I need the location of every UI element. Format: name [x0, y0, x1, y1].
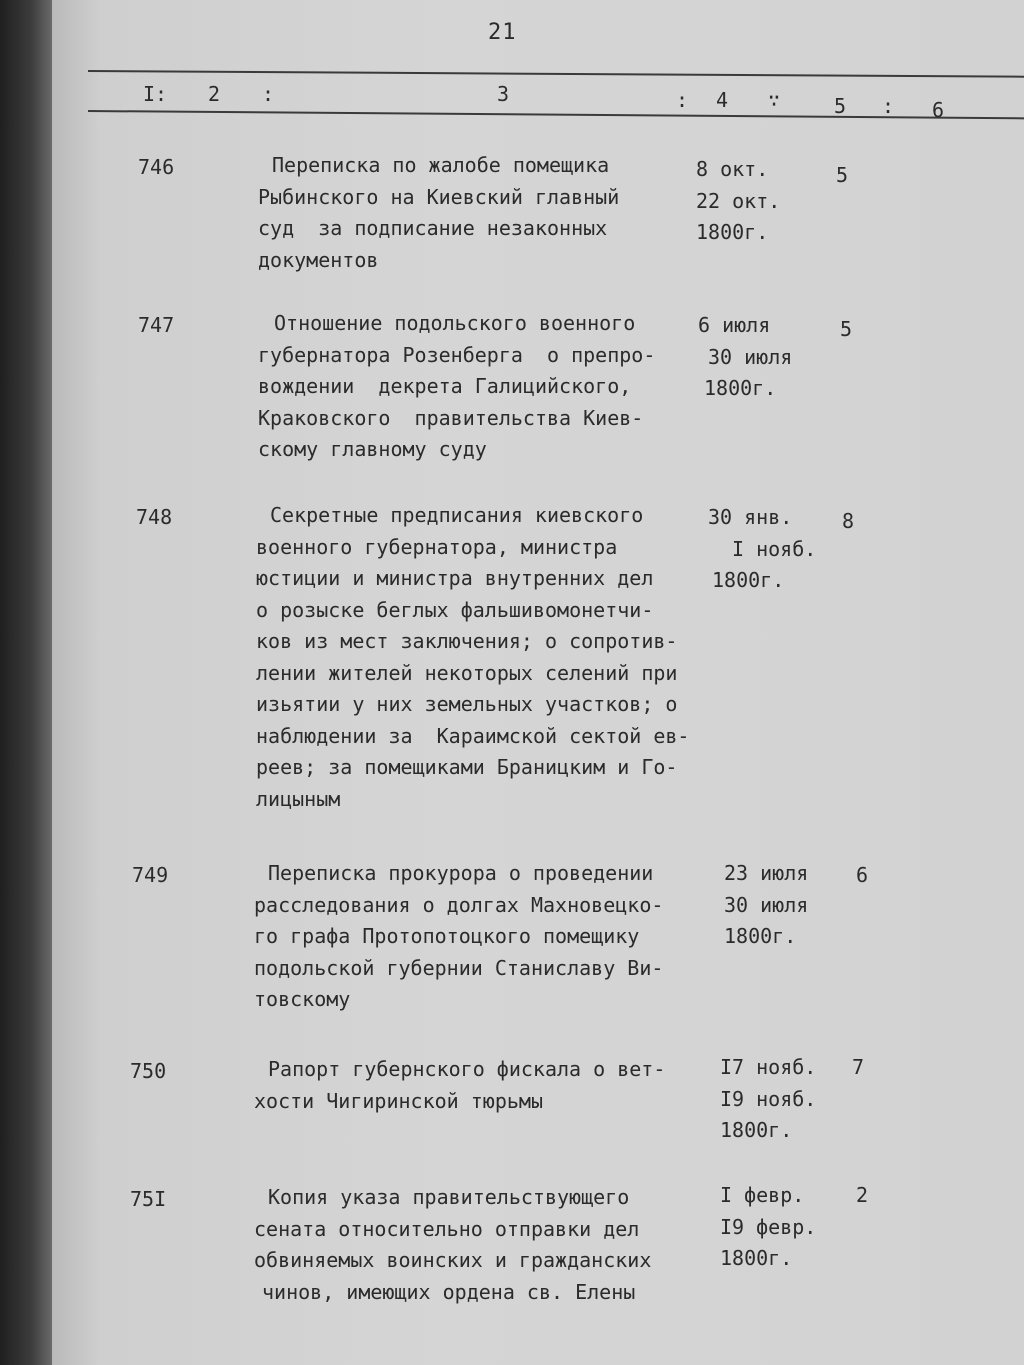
column-header-2: 2 — [208, 82, 221, 106]
description-line: суд за подписание незаконных — [258, 216, 608, 240]
description-line: изьятии у них земельных участков; о — [256, 692, 678, 716]
page-number: 21 — [488, 20, 517, 45]
date-end: 22 окт. — [696, 188, 781, 213]
entry-number: 75I — [130, 1187, 167, 1211]
column-header-3: 3 — [497, 82, 510, 106]
description-line: сената относительно отправки дел — [254, 1216, 640, 1241]
description-line: подольской губернии Станиславу Ви- — [254, 955, 664, 980]
description-line: обвиняемых воинских и гражданских — [254, 1248, 652, 1272]
description-line: юстиции и министра внутренних дел — [256, 566, 654, 590]
date-start: I февр. — [720, 1183, 805, 1207]
entry-description — [254, 858, 714, 1016]
description-line: лицыным — [256, 786, 341, 811]
entry-number: 750 — [130, 1059, 167, 1083]
date-end: 30 июля — [724, 892, 809, 917]
entry-sheet-count: 8 — [842, 509, 855, 533]
date-start: 8 окт. — [696, 157, 769, 181]
entry-description — [256, 500, 716, 815]
description-line: хости Чигиринской тюрьмы — [254, 1088, 543, 1113]
description-line: губернатора Розенберга о препро- — [258, 342, 656, 367]
column-header-4: 4 — [716, 88, 729, 112]
entry-dates — [696, 154, 816, 249]
entry-description — [258, 150, 718, 276]
date-end: I9 февр. — [720, 1214, 817, 1239]
date-end: I нояб. — [732, 536, 817, 561]
description-line: военного губернатора, министра — [256, 534, 618, 559]
book-spine-shadow — [0, 0, 52, 1365]
entry-sheet-count: 5 — [840, 317, 853, 341]
column-separator: : — [262, 82, 275, 106]
date-start: 30 янв. — [708, 505, 793, 529]
description-line: документов — [258, 247, 379, 272]
entry-sheet-count: 5 — [836, 163, 849, 187]
description-line: Рапорт губернского фискала о вет- — [268, 1057, 666, 1081]
entry-sheet-count: 6 — [856, 863, 869, 887]
entry-dates — [720, 1052, 840, 1147]
description-line: наблюдении за Караимской сектой ев- — [256, 723, 690, 748]
description-line: Переписка прокурора о проведении — [268, 861, 654, 885]
description-line: Краковского правительства Киев- — [258, 405, 644, 430]
description-line: вождении декрета Галицийского, — [258, 374, 632, 398]
description-line: го графа Протопотоцкого помещику — [254, 924, 640, 948]
entry-number: 749 — [132, 863, 169, 887]
description-line: чинов, имеющих ордена св. Елены — [262, 1279, 636, 1304]
date-start: 23 июля — [724, 861, 809, 885]
date-year: 1800г. — [704, 376, 777, 400]
column-header-1: I: — [143, 82, 168, 106]
entry-number: 746 — [138, 155, 175, 179]
column-separator: ∵ — [768, 88, 781, 112]
description-line: реев; за помещиками Браницким и Го- — [256, 755, 678, 779]
column-header-5: 5 — [834, 94, 847, 118]
description-line: товскому — [254, 987, 351, 1011]
entry-dates — [698, 310, 818, 405]
entry-number: 748 — [136, 505, 173, 529]
description-line: расследования о долгах Махновецко- — [254, 892, 664, 917]
description-line: скому главному суду — [258, 437, 487, 461]
date-end: 30 июля — [708, 344, 793, 369]
date-start: 6 июля — [698, 313, 771, 337]
column-header-6: 6 — [932, 98, 945, 122]
description-line: Отношение подольского военного — [274, 311, 636, 335]
entry-number: 747 — [138, 313, 175, 337]
entry-sheet-count: 2 — [856, 1183, 869, 1207]
description-line: о розыске беглых фальшивомонетчи- — [256, 597, 654, 622]
entry-sheet-count: 7 — [852, 1055, 865, 1079]
entry-dates — [724, 858, 844, 953]
description-line: Копия указа правительствующего — [268, 1185, 630, 1209]
entry-dates — [720, 1180, 840, 1275]
description-line: Секретные предписания киевского — [270, 503, 644, 527]
column-separator: : — [676, 88, 689, 112]
date-end: I9 нояб. — [720, 1086, 817, 1111]
date-year: 1800г. — [720, 1118, 793, 1142]
date-year: 1800г. — [724, 924, 797, 948]
description-line: ков из мест заключения; о сопротив- — [256, 629, 678, 653]
description-line: Рыбинского на Киевский главный — [258, 184, 620, 209]
description-line: Переписка по жалобе помещика — [272, 153, 610, 177]
date-year: 1800г. — [720, 1246, 793, 1270]
entry-dates — [708, 502, 828, 597]
entry-description — [254, 1054, 714, 1117]
description-line: лении жителей некоторых селений при — [256, 660, 678, 685]
entry-description — [258, 308, 718, 466]
date-year: 1800г. — [712, 568, 785, 592]
column-separator: : — [882, 94, 895, 118]
date-year: 1800г. — [696, 220, 769, 244]
entry-description — [254, 1182, 714, 1308]
date-start: I7 нояб. — [720, 1055, 817, 1079]
